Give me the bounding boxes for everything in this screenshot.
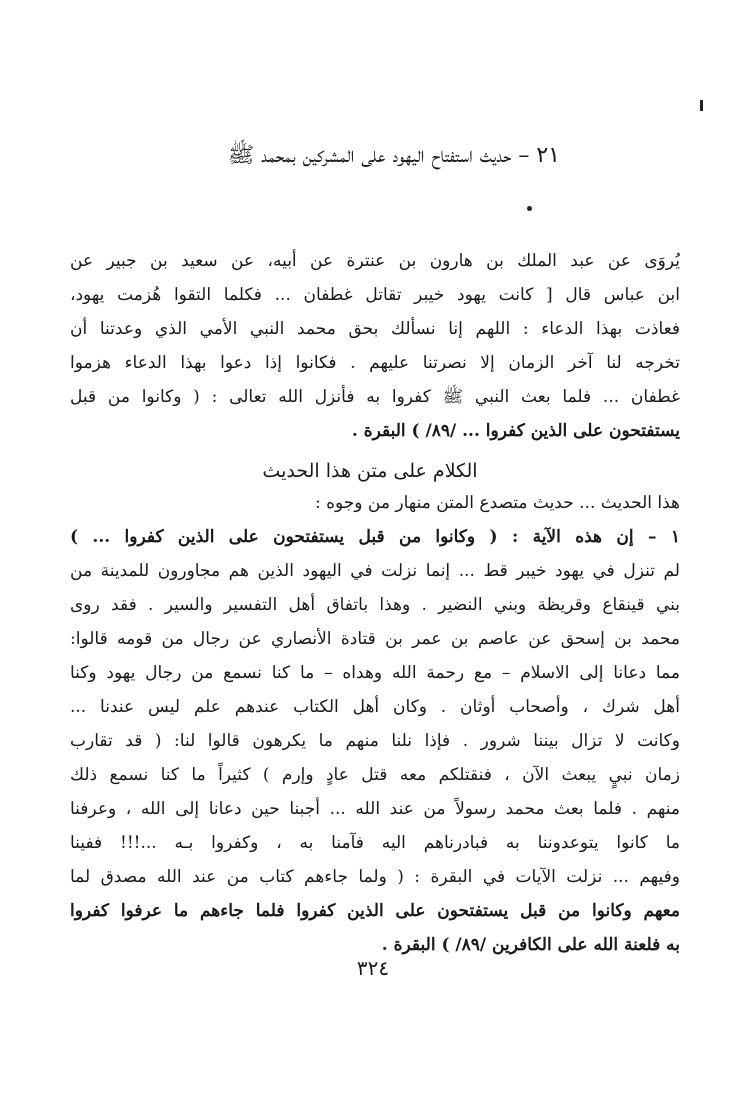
- body-line: معهم وكانوا من قبل يستفتحون على الذين كفروا فلما جاءهم ما عرفوا كفروا: [70, 901, 680, 921]
- intro-line: ابن عباس قال [ كانت يهود خيبر تقاتل غطفان ... فكلما التقوا هُزمت يهود،: [70, 285, 680, 305]
- body-line: وكانت لا تزال بيننا شرور . فإذا نلنا منهم ما يكرهون قالوا لنا: ( قد تقارب: [70, 731, 680, 751]
- decorative-dot: [527, 206, 532, 211]
- chapter-title: ٢١ – حديث استفتاح اليهود على المشركين بمحمد ﷺ: [227, 143, 560, 168]
- body-line: وفيهم ... نزلت الآيات في البقرة : ( ولما جاءهم كتاب من عند الله مصدق لما: [70, 867, 680, 887]
- corner-mark: [700, 100, 703, 111]
- page-number: ٣٢٤: [356, 956, 390, 980]
- body-line: ما كانوا يتوعدوننا به فبادرناهم اليه فآمنا به ، وكفروا بـه ...!!! ففينا: [70, 833, 680, 853]
- intro-line: فعاذت بهذا الدعاء : اللهم إنا نسألك بحق محمد النبي الأمي الذي وعدتنا أن: [70, 319, 680, 339]
- body-line: منهم . فلما بعث محمد رسولاً من عند الله ... أجبنا حين دعانا إلى الله ، وعرفنا: [70, 799, 680, 819]
- body-line: زمان نبيٍ يبعث الآن ، فنقتلكم معه قتل عادٍ وإرم ) كثيراً ما كنا نسمع ذلك: [70, 765, 680, 785]
- intro-line: يُروَى عن عبد الملك بن هارون بن عنترة عن أبيه، عن سعيد بن جبير عن: [70, 251, 680, 271]
- section-title: الكلام على متن هذا الحديث: [262, 460, 478, 482]
- body-line: هذا الحديث ... حديث متصدع المتن منهار من وجوه :: [314, 493, 680, 513]
- body-line: به فلعنة الله على الكافرين /٨٩/ ) البقرة .: [381, 935, 680, 955]
- body-line: محمد بن إسحق عن عاصم بن عمر بن قتادة الأنصاري عن رجال من قومه قالوا:: [70, 629, 680, 649]
- body-line: بني قينقاع وقريظة وبني النضير . وهذا باتفاق أهل التفسير والسير . فقد روى: [70, 595, 680, 615]
- body-line: ١ – إن هذه الآية : ( وكانوا من قبل يستفتحون على الذين كفروا ... ): [70, 527, 680, 547]
- intro-line: تخرجه لنا آخر الزمان إلا نصرتنا عليهم . فكانوا إذا دعوا بهذا الدعاء هزموا: [70, 353, 680, 373]
- intro-line: يستفتحون على الذين كفروا ... /٨٩/ ) البقرة .: [351, 421, 680, 441]
- body-line: أهل شرك ، وأصحاب أوثان . وكان أهل الكتاب عندهم علم ليس عندنا ...: [70, 697, 680, 717]
- body-line: مما دعانا إلى الاسلام – مع رحمة الله وهداه – ما كنا نسمع من رجال يهود وكنا: [70, 663, 680, 683]
- intro-line: غطفان ... فلما بعث النبي ﷺ كفروا به فأنزل الله تعالى : ( وكانوا من قبل: [70, 387, 680, 407]
- body-paragraph: [70, 486, 680, 962]
- body-line: لم تنزل في يهود خيبر قط ... إنما نزلت في اليهود الذين هم مجاورون للمدينة من: [70, 561, 680, 581]
- intro-paragraph: [70, 244, 680, 448]
